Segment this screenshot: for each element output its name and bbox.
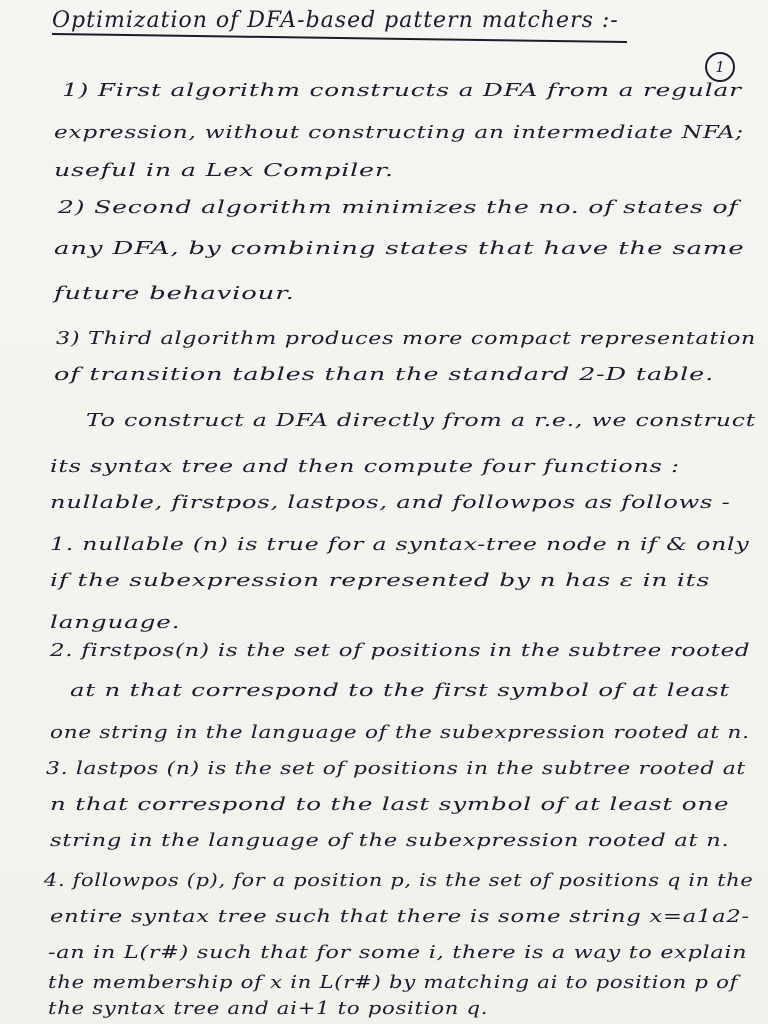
page-title: Optimization of DFA-based pattern matchers :-	[52, 8, 619, 33]
text-line-19: n that correspond to the last symbol of at least one	[50, 794, 730, 815]
text-line-8: of transition tables than the standard 2-D table.	[54, 364, 715, 385]
text-line-4: 2) Second algorithm minimizes the no. of states of	[58, 197, 739, 218]
text-line-15: 2. firstpos(n) is the set of positions in the subtree rooted	[50, 640, 751, 661]
text-line-2: expression, without constructing an intermediate NFA;	[54, 122, 744, 143]
text-line-3: useful in a Lex Compiler.	[54, 160, 394, 181]
text-line-14: language.	[50, 612, 181, 633]
text-line-5: any DFA, by combining states that have the same	[54, 238, 745, 259]
title-underline	[52, 33, 627, 43]
text-line-18: 3. lastpos (n) is the set of positions in the subtree rooted at	[46, 758, 746, 779]
text-line-24: the membership of x in L(r#) by matching ai to position p of	[48, 972, 739, 993]
text-line-1: 1) First algorithm constructs a DFA from a regular	[62, 80, 742, 101]
text-line-9: To construct a DFA directly from a r.e., we construct	[86, 410, 756, 431]
text-line-10: its syntax tree and then compute four functions :	[50, 456, 680, 477]
text-line-13: if the subexpression represented by n has ε in its	[50, 570, 710, 591]
text-line-23: -an in L(r#) such that for some i, there is a way to explain	[48, 942, 748, 963]
text-line-16: at n that correspond to the first symbol of at least	[70, 680, 730, 701]
text-line-7: 3) Third algorithm produces more compact representation	[56, 328, 757, 349]
text-line-12: 1. nullable (n) is true for a syntax-tree node n if & only	[50, 534, 750, 555]
text-line-20: string in the language of the subexpression rooted at n.	[50, 830, 730, 851]
text-line-17: one string in the language of the subexpression rooted at n.	[50, 722, 750, 743]
text-line-21: 4. followpos (p), for a position p, is the set of positions q in the	[44, 870, 754, 891]
text-line-25: the syntax tree and ai+1 to position q.	[48, 998, 489, 1019]
page-number-badge: 1	[705, 52, 735, 82]
text-line-22: entire syntax tree such that there is some string x=a1a2-	[50, 906, 750, 927]
text-line-11: nullable, firstpos, lastpos, and followpos as follows -	[50, 492, 731, 513]
text-line-6: future behaviour.	[54, 283, 295, 304]
